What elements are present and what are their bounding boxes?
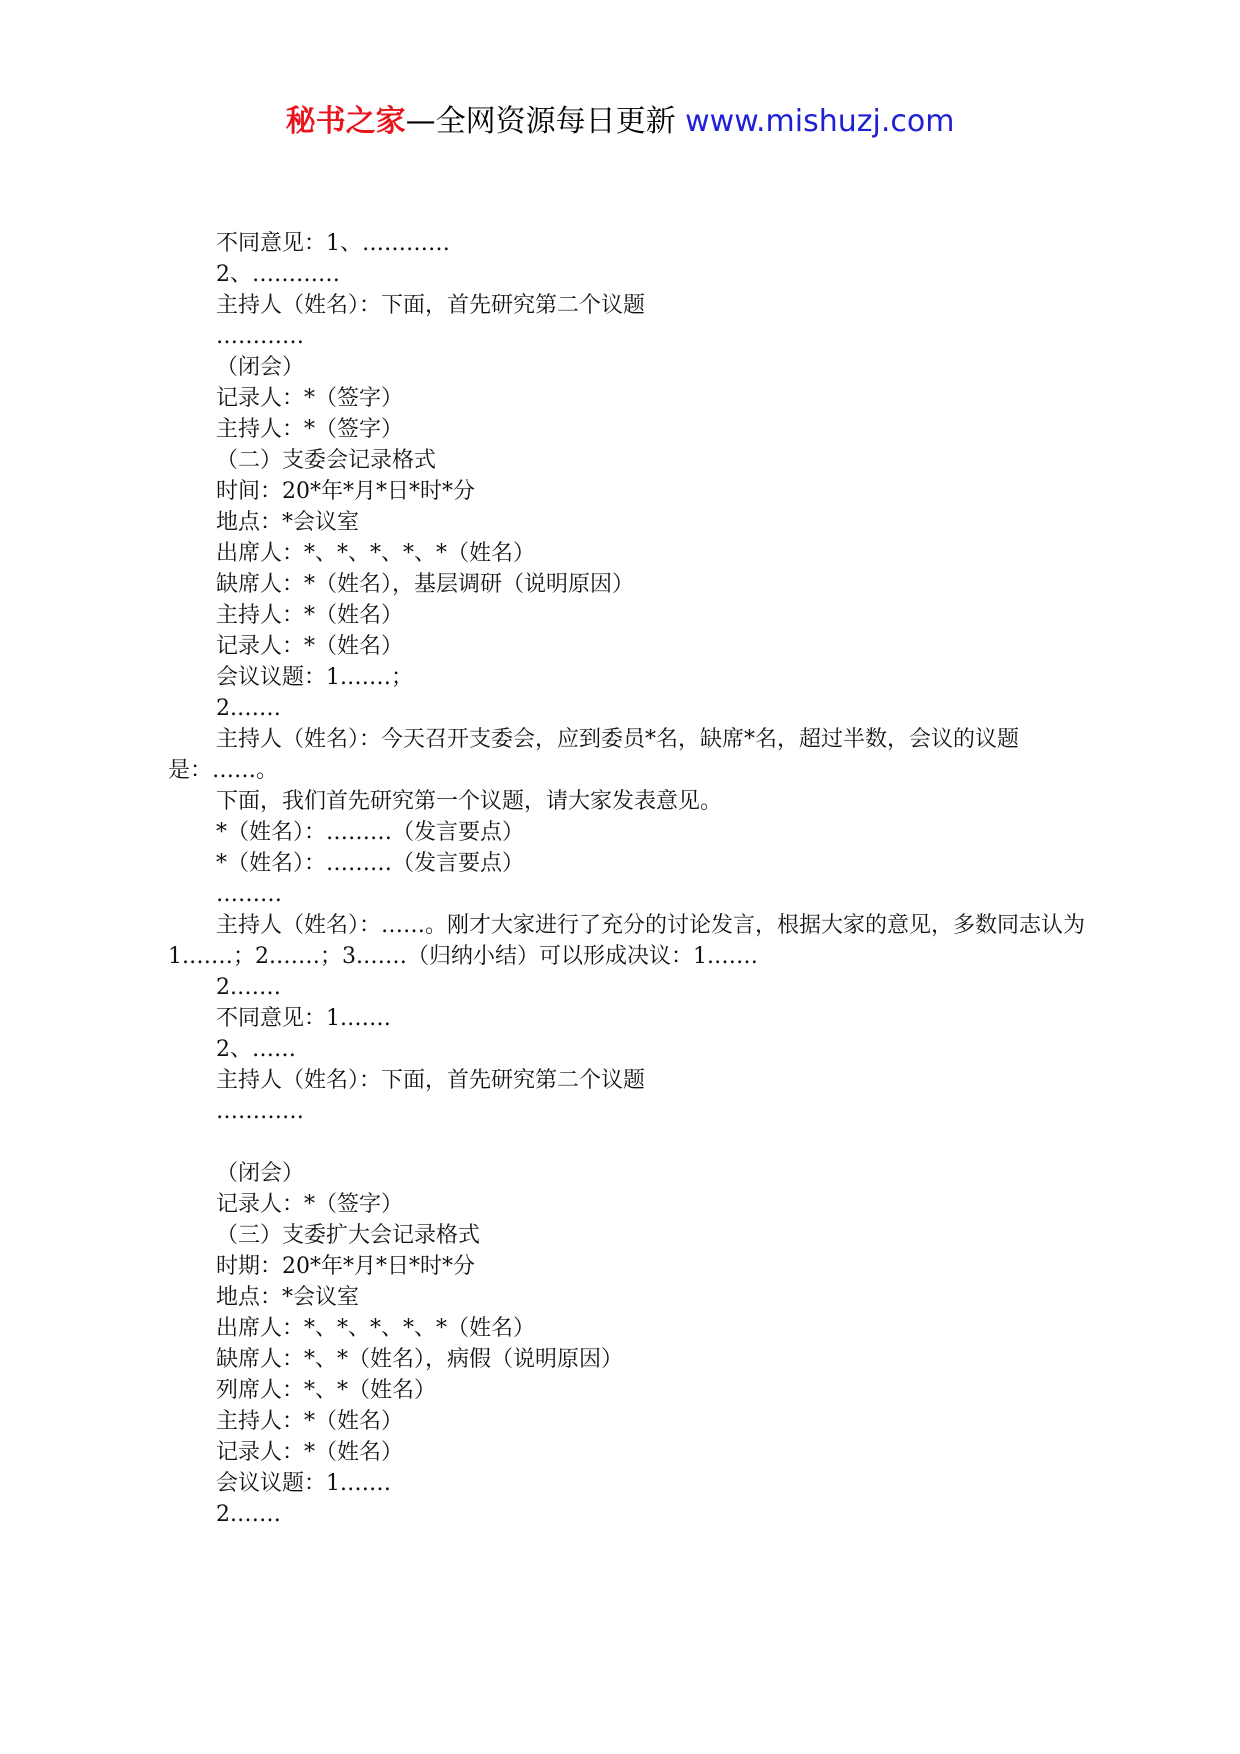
text-line: 出席人：*、*、*、*、*（姓名） bbox=[216, 541, 536, 566]
text-line: 会议议题：1.…… bbox=[216, 1471, 391, 1496]
text-line: 2.…… bbox=[216, 975, 281, 1000]
blank-line bbox=[168, 1127, 1088, 1158]
text-line: （闭会） bbox=[216, 355, 305, 380]
text-line: 地点：*会议室 bbox=[216, 510, 360, 535]
text-line: 下面，我们首先研究第一个议题，请大家发表意见。 bbox=[216, 789, 723, 814]
text-line: 出席人：*、*、*、*、*（姓名） bbox=[216, 1316, 536, 1341]
page-header bbox=[0, 100, 1240, 144]
text-line: 主持人：*（姓名） bbox=[216, 603, 404, 628]
text-line: 不同意见：1、………… bbox=[216, 231, 450, 256]
text-line: 记录人：*（姓名） bbox=[216, 1440, 404, 1465]
text-line: ……… bbox=[216, 882, 282, 907]
header-slogan: —全网资源每日更新 bbox=[405, 104, 676, 139]
text-line: 2、…… bbox=[216, 1037, 296, 1062]
text-line: 主持人（姓名）：……。刚才大家进行了充分的讨论发言，根据大家的意见，多数同志认为1.……；2.……；3.……（归纳小结）可以形成决议：1.…… bbox=[168, 913, 1086, 969]
text-line: 不同意见：1.…… bbox=[216, 1006, 391, 1031]
text-line: （闭会） bbox=[216, 1161, 305, 1186]
text-line: 缺席人：*（姓名），基层调研（说明原因） bbox=[216, 572, 635, 597]
text-line: 记录人：*（签字） bbox=[216, 386, 404, 411]
header-url-link[interactable]: www.mishuzj.com bbox=[685, 104, 955, 139]
text-line: 地点：*会议室 bbox=[216, 1285, 360, 1310]
text-line: 记录人：*（姓名） bbox=[216, 634, 404, 659]
text-line: *（姓名）：………（发言要点） bbox=[216, 820, 525, 845]
text-line: 主持人（姓名）：下面，首先研究第二个议题 bbox=[216, 293, 646, 318]
text-line: 缺席人：*、*（姓名），病假（说明原因） bbox=[216, 1347, 624, 1372]
document-body bbox=[168, 228, 1088, 1530]
text-line: 时间：20*年*月*日*时*分 bbox=[216, 479, 475, 504]
text-line: 时期：20*年*月*日*时*分 bbox=[216, 1254, 475, 1279]
text-line: 主持人：*（签字） bbox=[216, 417, 404, 442]
header-brand: 秘书之家 bbox=[285, 104, 406, 139]
text-line: （二）支委会记录格式 bbox=[216, 448, 437, 473]
text-line: ………… bbox=[216, 324, 304, 349]
text-line: *（姓名）：………（发言要点） bbox=[216, 851, 525, 876]
text-line: 2、………… bbox=[216, 262, 340, 287]
text-line: 2.…… bbox=[216, 1502, 281, 1527]
text-line: ………… bbox=[216, 1099, 304, 1124]
text-line: （三）支委扩大会记录格式 bbox=[216, 1223, 481, 1248]
text-line: 列席人：*、*（姓名） bbox=[216, 1378, 437, 1403]
text-line: 2.…… bbox=[216, 696, 281, 721]
text-line: 主持人（姓名）：今天召开支委会，应到委员*名，缺席*名，超过半数，会议的议题是：……。 bbox=[168, 727, 1020, 783]
text-line: 会议议题：1.……； bbox=[216, 665, 413, 690]
text-line: 记录人：*（签字） bbox=[216, 1192, 404, 1217]
text-line: 主持人：*（姓名） bbox=[216, 1409, 404, 1434]
text-line: 主持人（姓名）：下面，首先研究第二个议题 bbox=[216, 1068, 646, 1093]
